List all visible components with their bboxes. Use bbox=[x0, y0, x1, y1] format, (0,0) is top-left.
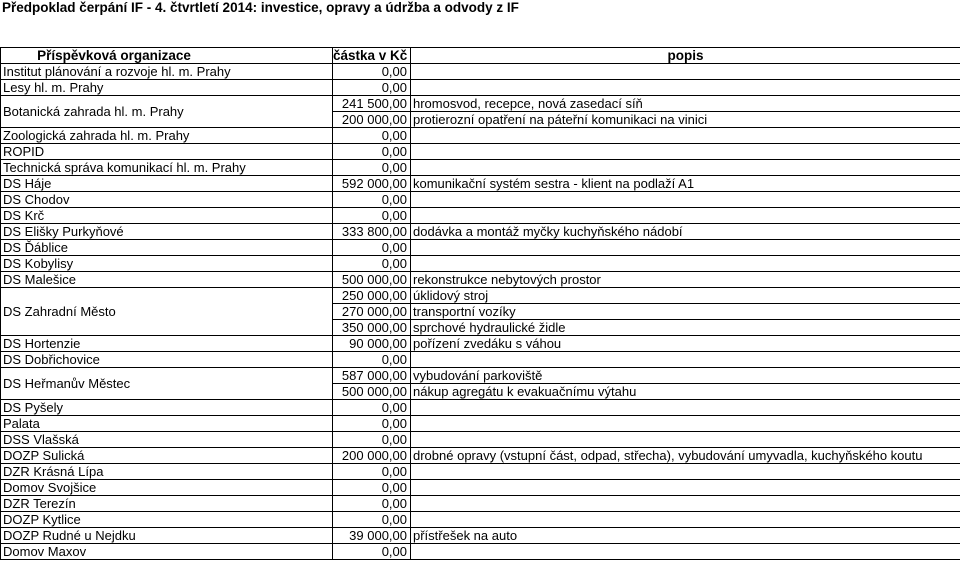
amount-cell: 90 000,00 bbox=[333, 336, 411, 352]
amount-cell: 587 000,00 bbox=[333, 368, 411, 384]
description-cell bbox=[411, 416, 960, 432]
description-cell bbox=[411, 240, 960, 256]
amount-cell: 0,00 bbox=[333, 144, 411, 160]
description-cell bbox=[411, 144, 960, 160]
description-cell: sprchové hydraulické židle bbox=[411, 320, 960, 336]
organization-cell: DS Malešice bbox=[1, 272, 333, 288]
description-cell bbox=[411, 160, 960, 176]
description-cell bbox=[411, 512, 960, 528]
header-organization: Příspěvková organizace bbox=[1, 48, 333, 64]
table-row bbox=[1, 96, 960, 112]
organization-cell: DS Krč bbox=[1, 208, 333, 224]
table-row bbox=[1, 528, 960, 544]
table-row bbox=[1, 368, 960, 384]
description-cell: nákup agregátu k evakuačnímu výtahu bbox=[411, 384, 960, 400]
description-cell bbox=[411, 256, 960, 272]
header-description: popis bbox=[411, 48, 960, 64]
header-amount: částka v Kč bbox=[333, 48, 411, 64]
amount-cell: 0,00 bbox=[333, 240, 411, 256]
organization-cell: Palata bbox=[1, 416, 333, 432]
table-row bbox=[1, 176, 960, 192]
table-row bbox=[1, 144, 960, 160]
amount-cell: 0,00 bbox=[333, 496, 411, 512]
description-cell: protierozní opatření na páteřní komunikaci na vinici bbox=[411, 112, 960, 128]
page-title: Předpoklad čerpání IF - 4. čtvrtletí 2014: investice, opravy a údržba a odvody z IF bbox=[2, 0, 519, 15]
organization-cell: DZR Terezín bbox=[1, 496, 333, 512]
table-row bbox=[1, 496, 960, 512]
organization-cell: DS Dobřichovice bbox=[1, 352, 333, 368]
description-cell: rekonstrukce nebytových prostor bbox=[411, 272, 960, 288]
description-cell: pořízení zvedáku s váhou bbox=[411, 336, 960, 352]
description-cell bbox=[411, 400, 960, 416]
table-row bbox=[1, 272, 960, 288]
table-row bbox=[1, 336, 960, 352]
table-row bbox=[1, 448, 960, 464]
amount-cell: 500 000,00 bbox=[333, 384, 411, 400]
organization-cell: Domov Maxov bbox=[1, 544, 333, 560]
amount-cell: 0,00 bbox=[333, 80, 411, 96]
organization-cell: DZR Krásná Lípa bbox=[1, 464, 333, 480]
organization-cell: DS Elišky Purkyňové bbox=[1, 224, 333, 240]
table-header-row bbox=[1, 48, 960, 64]
amount-cell: 250 000,00 bbox=[333, 288, 411, 304]
organization-cell: ROPID bbox=[1, 144, 333, 160]
description-cell: úklidový stroj bbox=[411, 288, 960, 304]
table-row bbox=[1, 128, 960, 144]
amount-cell: 270 000,00 bbox=[333, 304, 411, 320]
description-cell bbox=[411, 192, 960, 208]
amount-cell: 333 800,00 bbox=[333, 224, 411, 240]
amount-cell: 0,00 bbox=[333, 464, 411, 480]
table-row bbox=[1, 192, 960, 208]
table-body bbox=[1, 64, 960, 560]
description-cell bbox=[411, 464, 960, 480]
amount-cell: 0,00 bbox=[333, 208, 411, 224]
table-row bbox=[1, 64, 960, 80]
organization-cell: DOZP Rudné u Nejdku bbox=[1, 528, 333, 544]
organization-cell: DS Háje bbox=[1, 176, 333, 192]
description-cell bbox=[411, 480, 960, 496]
description-cell bbox=[411, 544, 960, 560]
organization-cell: DS Chodov bbox=[1, 192, 333, 208]
amount-cell: 350 000,00 bbox=[333, 320, 411, 336]
organization-cell: DSS Vlašská bbox=[1, 432, 333, 448]
amount-cell: 39 000,00 bbox=[333, 528, 411, 544]
amount-cell: 0,00 bbox=[333, 544, 411, 560]
organization-cell: DS Pyšely bbox=[1, 400, 333, 416]
table-row bbox=[1, 160, 960, 176]
amount-cell: 241 500,00 bbox=[333, 96, 411, 112]
description-cell: komunikační systém sestra - klient na podlaží A1 bbox=[411, 176, 960, 192]
table-row bbox=[1, 512, 960, 528]
table-row bbox=[1, 288, 960, 304]
amount-cell: 0,00 bbox=[333, 512, 411, 528]
table-row bbox=[1, 208, 960, 224]
amount-cell: 0,00 bbox=[333, 192, 411, 208]
table-row bbox=[1, 352, 960, 368]
description-cell: transportní vozíky bbox=[411, 304, 960, 320]
description-cell bbox=[411, 80, 960, 96]
description-cell bbox=[411, 208, 960, 224]
description-cell: dodávka a montáž myčky kuchyňského nádobí bbox=[411, 224, 960, 240]
amount-cell: 0,00 bbox=[333, 64, 411, 80]
organization-cell: Botanická zahrada hl. m. Prahy bbox=[1, 96, 333, 128]
table-row bbox=[1, 400, 960, 416]
table-row bbox=[1, 416, 960, 432]
amount-cell: 200 000,00 bbox=[333, 448, 411, 464]
table-row bbox=[1, 80, 960, 96]
organization-cell: DS Heřmanův Městec bbox=[1, 368, 333, 400]
table-row bbox=[1, 464, 960, 480]
table-row bbox=[1, 432, 960, 448]
amount-cell: 592 000,00 bbox=[333, 176, 411, 192]
description-cell: drobné opravy (vstupní část, odpad, střecha), vybudování umyvadla, kuchyňského koutu bbox=[411, 448, 960, 464]
amount-cell: 0,00 bbox=[333, 256, 411, 272]
table-row bbox=[1, 480, 960, 496]
organization-cell: Institut plánování a rozvoje hl. m. Prahy bbox=[1, 64, 333, 80]
organization-cell: DOZP Kytlice bbox=[1, 512, 333, 528]
table-row bbox=[1, 224, 960, 240]
description-cell bbox=[411, 352, 960, 368]
amount-cell: 0,00 bbox=[333, 416, 411, 432]
table-row bbox=[1, 256, 960, 272]
amount-cell: 0,00 bbox=[333, 400, 411, 416]
organization-cell: DS Hortenzie bbox=[1, 336, 333, 352]
organization-cell: DS Kobylisy bbox=[1, 256, 333, 272]
amount-cell: 0,00 bbox=[333, 480, 411, 496]
description-cell: přístřešek na auto bbox=[411, 528, 960, 544]
table-row bbox=[1, 240, 960, 256]
amount-cell: 0,00 bbox=[333, 432, 411, 448]
description-cell bbox=[411, 128, 960, 144]
organization-cell: Technická správa komunikací hl. m. Prahy bbox=[1, 160, 333, 176]
organization-cell: DS Ďáblice bbox=[1, 240, 333, 256]
organization-cell: DOZP Sulická bbox=[1, 448, 333, 464]
budget-table bbox=[0, 47, 960, 560]
description-cell: hromosvod, recepce, nová zasedací síň bbox=[411, 96, 960, 112]
amount-cell: 0,00 bbox=[333, 352, 411, 368]
table-row bbox=[1, 544, 960, 560]
description-cell bbox=[411, 432, 960, 448]
organization-cell: Domov Svojšice bbox=[1, 480, 333, 496]
organization-cell: Zoologická zahrada hl. m. Prahy bbox=[1, 128, 333, 144]
description-cell bbox=[411, 64, 960, 80]
organization-cell: DS Zahradní Město bbox=[1, 288, 333, 336]
amount-cell: 200 000,00 bbox=[333, 112, 411, 128]
description-cell bbox=[411, 496, 960, 512]
amount-cell: 500 000,00 bbox=[333, 272, 411, 288]
amount-cell: 0,00 bbox=[333, 160, 411, 176]
organization-cell: Lesy hl. m. Prahy bbox=[1, 80, 333, 96]
amount-cell: 0,00 bbox=[333, 128, 411, 144]
description-cell: vybudování parkoviště bbox=[411, 368, 960, 384]
